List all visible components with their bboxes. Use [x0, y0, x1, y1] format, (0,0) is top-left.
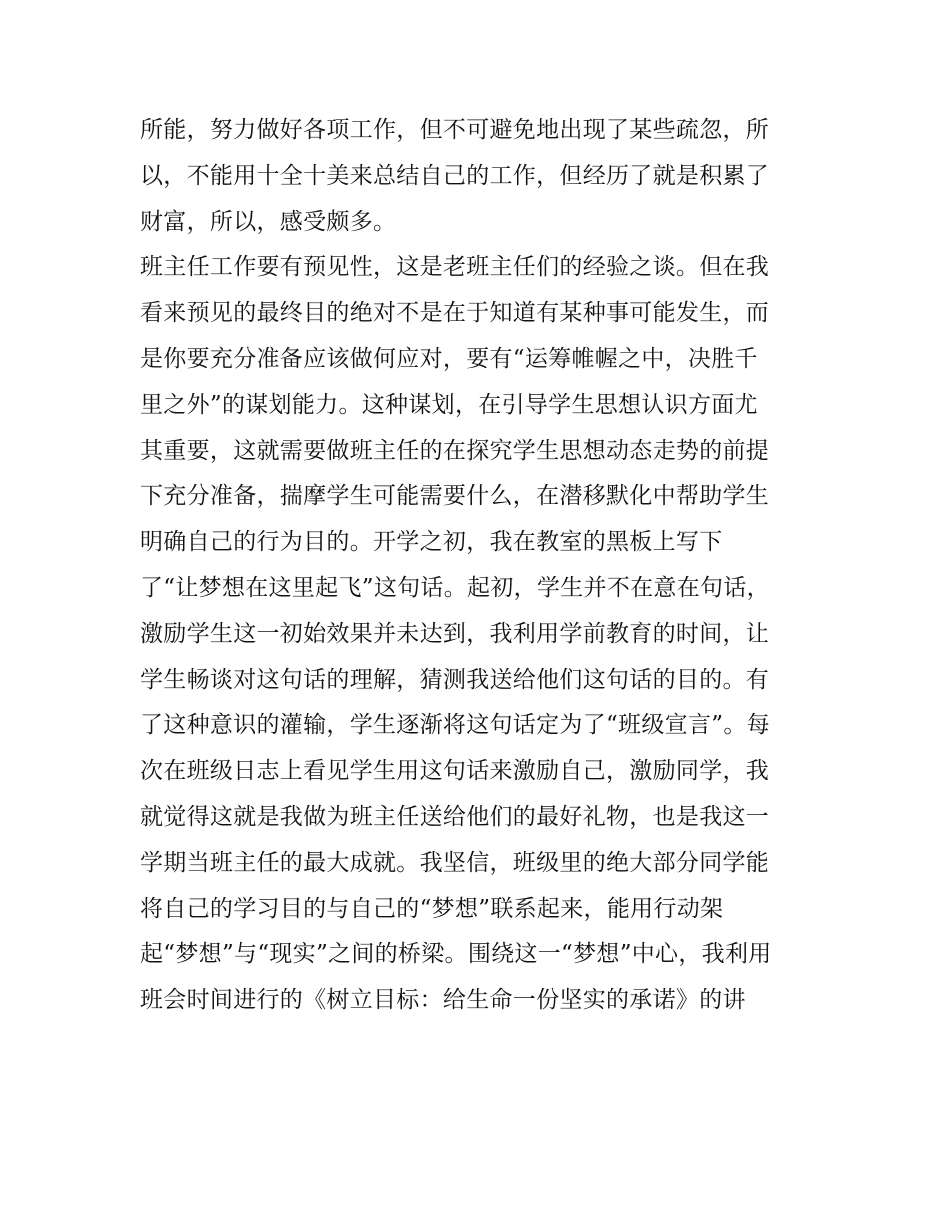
text-line: 里之外”的谋划能力。这种谋划，在引导学生思想认识方面尤: [140, 391, 758, 418]
text-line: 班主任工作要有预见性，这是老班主任们的经验之谈。但在我: [140, 254, 770, 281]
text-line: 明确自己的行为目的。开学之初，我在教室的黑板上写下: [140, 529, 723, 556]
text-line: 看来预见的最终目的绝对不是在于知道有某种事可能发生，而: [140, 300, 770, 327]
text-line: 其重要，这就需要做班主任的在探究学生思想动态走势的前提: [140, 437, 770, 464]
body-text: [140, 108, 840, 1024]
text-line: 了“让梦想在这里起飞”这句话。起初，学生并不在意在句话，: [140, 574, 770, 601]
text-line: 将自己的学习目的与自己的“梦想”联系起来，能用行动架: [140, 895, 724, 922]
text-line: 学生畅谈对这句话的理解，猜测我送给他们这句话的目的。有: [140, 666, 770, 693]
text-line: 所能，努力做好各项工作，但不可避免地出现了某些疏忽，所: [140, 117, 770, 143]
text-line: 以，不能用十全十美来总结自己的工作，但经历了就是积累了: [140, 162, 770, 189]
text-line: 班会时间进行的《树立目标：给生命一份坚实的承诺》的讲: [140, 987, 746, 1014]
text-line: 起“梦想”与“现实”之间的桥梁。围绕这一“梦想”中心，我利用: [140, 941, 772, 968]
text-line: 了这种意识的灌输，学生逐渐将这句话定为了“班级宣言”。每: [140, 712, 770, 739]
text-line: 就觉得这就是我做为班主任送给他们的最好礼物，也是我这一: [140, 803, 770, 830]
text-line: 学期当班主任的最大成就。我坚信，班级里的绝大部分同学能: [140, 849, 770, 876]
text-line: 次在班级日志上看见学生用这句话来激励自己，激励同学，我: [140, 758, 770, 785]
text-line: 下充分准备，揣摩学生可能需要什么，在潜移默化中帮助学生: [140, 483, 770, 510]
text-line: 是你要充分准备应该做何应对，要有“运筹帷幄之中，决胜千: [140, 345, 758, 372]
text-line: 激励学生这一初始效果并未达到，我利用学前教育的时间，让: [140, 620, 770, 647]
text-line: 财富，所以，感受颇多。: [140, 208, 397, 235]
